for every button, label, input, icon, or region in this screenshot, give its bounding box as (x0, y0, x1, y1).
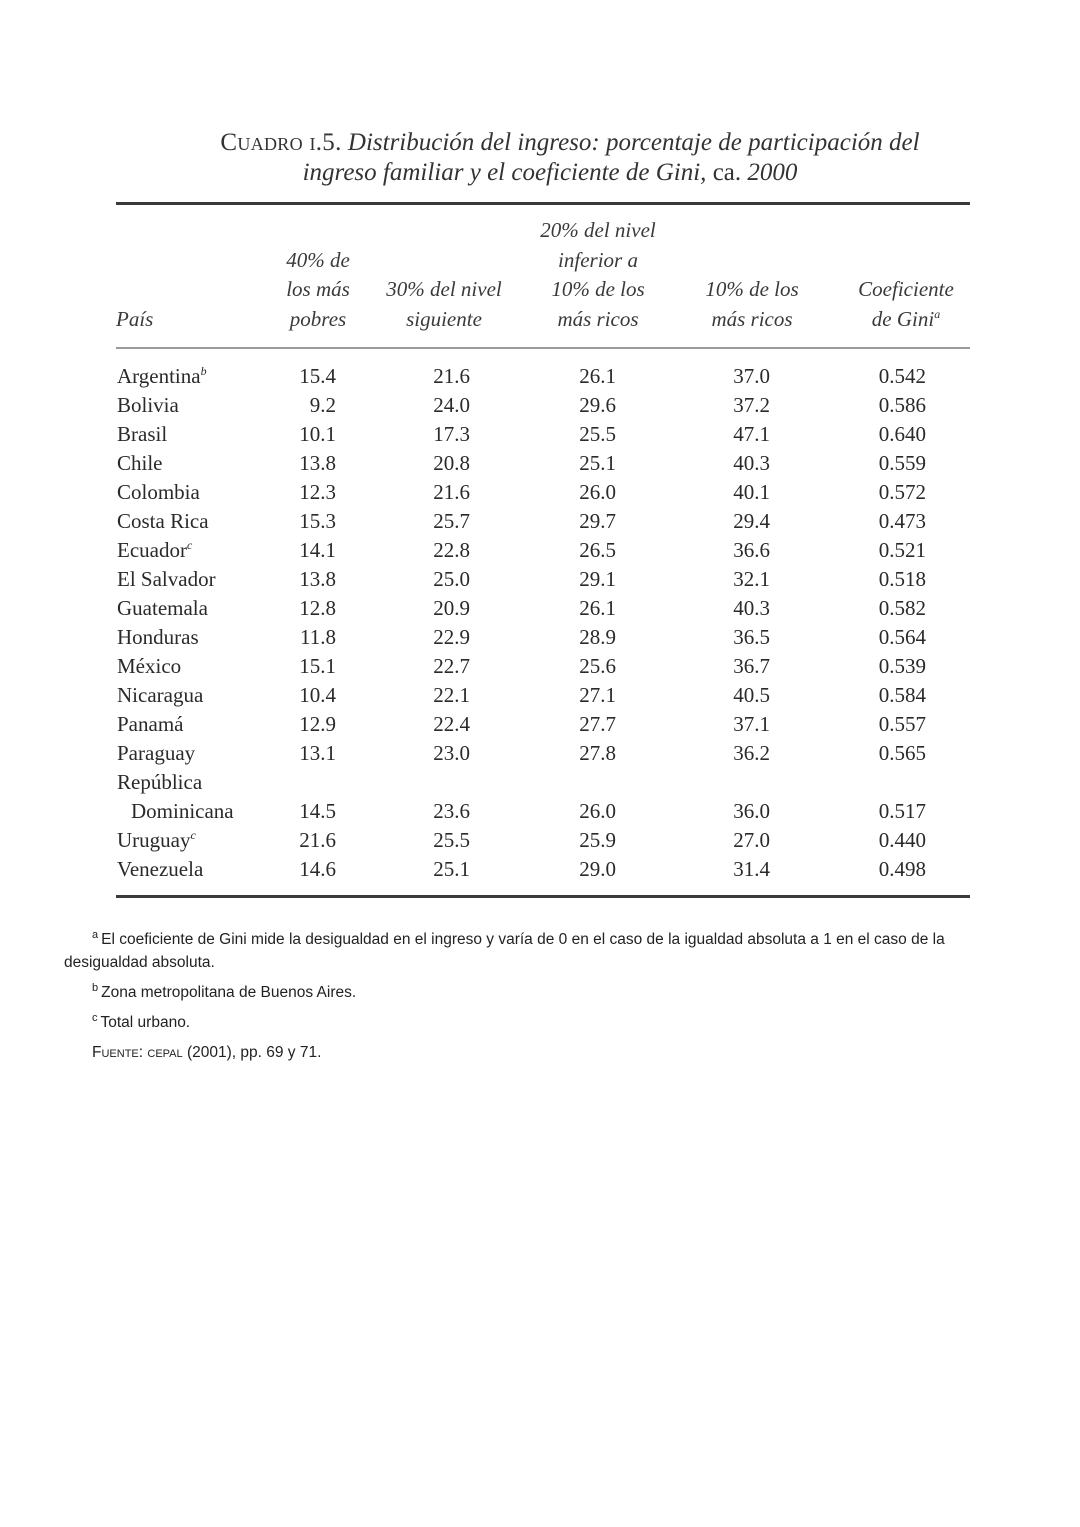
country-text: Panamá (117, 712, 184, 736)
table-row (0, 449, 1080, 478)
value-richest-10: 40.3 (733, 451, 770, 475)
source-text: (2001), pp. 69 y 71. (186, 1044, 322, 1061)
value-20-below-top-10: 25.1 (579, 451, 616, 475)
value-gini: 0.564 (878, 625, 926, 649)
column-header-line: País (116, 306, 154, 331)
value-20-below-top-10: 29.7 (579, 509, 616, 533)
table-row (0, 565, 1080, 594)
value-gini: 0.440 (878, 828, 926, 852)
table-row (0, 681, 1080, 710)
column-header-3 (526, 216, 670, 334)
country-name-line1: República (117, 770, 203, 794)
column-header-line: inferior a (558, 247, 638, 272)
column-header-line: los más (286, 277, 350, 301)
value-richest-10: 29.4 (733, 509, 770, 533)
value-richest-10: 27.0 (733, 828, 770, 852)
column-header-line: más ricos (557, 306, 639, 331)
value-20-below-top-10: 29.6 (579, 393, 616, 417)
table-row (0, 507, 1080, 536)
country-text: Uruguay (117, 828, 191, 852)
country-text: Ecuador (117, 538, 187, 562)
value-gini: 0.542 (878, 364, 926, 388)
country-text: Nicaragua (117, 683, 204, 707)
table-title-ca: ca. (712, 159, 742, 186)
value-gini: 0.557 (878, 712, 926, 736)
footnote-mark: b (92, 981, 99, 994)
country-name (117, 623, 199, 652)
value-poorest-40: 13.8 (299, 567, 336, 591)
table-row (0, 594, 1080, 623)
table-label: Cuadro i.5. (220, 129, 342, 156)
value-poorest-40: 14.1 (299, 538, 336, 562)
table-row (0, 710, 1080, 739)
value-next-30: 23.0 (433, 741, 470, 765)
value-poorest-40: 10.4 (299, 683, 336, 707)
value-poorest-40: 11.8 (300, 625, 336, 649)
country-name (117, 391, 179, 420)
value-richest-10: 32.1 (733, 567, 770, 591)
value-next-30: 25.7 (433, 509, 470, 533)
column-header-line: pobres (289, 306, 347, 331)
value-next-30: 20.8 (433, 451, 470, 475)
value-gini: 0.517 (878, 799, 926, 823)
country-text: Argentina (117, 364, 201, 388)
country-text: Paraguay (117, 741, 196, 765)
value-poorest-40: 15.3 (299, 509, 336, 533)
value-next-30: 22.9 (433, 625, 470, 649)
value-gini: 0.539 (878, 654, 926, 678)
value-20-below-top-10: 26.0 (579, 799, 616, 823)
column-header-line: 20% del nivel (540, 218, 656, 242)
value-poorest-40: 15.4 (299, 364, 336, 388)
country-name (117, 826, 196, 855)
table-top-rule (116, 202, 970, 205)
value-gini: 0.586 (878, 393, 926, 417)
column-header-2 (370, 275, 518, 334)
value-next-30: 17.3 (433, 422, 470, 446)
country-name (117, 362, 207, 391)
footnote-text: Total urbano. (100, 1014, 191, 1031)
column-header-text: de Gini (871, 306, 935, 331)
value-poorest-40: 10.1 (299, 422, 336, 446)
value-20-below-top-10: 26.5 (579, 538, 616, 562)
table-row (0, 797, 1080, 826)
value-20-below-top-10: 29.1 (579, 567, 616, 591)
value-next-30: 22.1 (433, 683, 470, 707)
column-header-line: 10% de los (551, 277, 645, 301)
table-row-continuation (0, 768, 1080, 797)
column-header-0 (116, 305, 196, 335)
value-richest-10: 36.6 (733, 538, 770, 562)
column-header-line: más ricos (711, 306, 793, 331)
value-20-below-top-10: 25.5 (579, 422, 616, 446)
value-gini: 0.640 (878, 422, 926, 446)
value-richest-10: 36.0 (733, 799, 770, 823)
source-org: cepal (147, 1044, 183, 1061)
value-poorest-40: 21.6 (299, 828, 336, 852)
country-name (131, 797, 234, 826)
value-gini: 0.559 (878, 451, 926, 475)
value-next-30: 22.8 (433, 538, 470, 562)
value-richest-10: 40.1 (733, 480, 770, 504)
country-name (117, 449, 163, 478)
value-next-30: 25.5 (433, 828, 470, 852)
value-richest-10: 37.1 (733, 712, 770, 736)
value-poorest-40: 14.6 (299, 857, 336, 881)
table-row (0, 826, 1080, 855)
value-poorest-40: 12.8 (299, 596, 336, 620)
value-richest-10: 37.2 (733, 393, 770, 417)
footnote-c (64, 1011, 1024, 1034)
column-header-line: 10% de los (705, 277, 799, 301)
value-poorest-40: 13.8 (299, 451, 336, 475)
footnote-mark: a (92, 928, 99, 941)
value-poorest-40: 12.9 (299, 712, 336, 736)
footnotes (64, 928, 1024, 1071)
value-next-30: 22.7 (433, 654, 470, 678)
country-text: Guatemala (117, 596, 208, 620)
country-name (117, 594, 208, 623)
country-text: Brasil (117, 422, 168, 446)
table-title-year: 2000 (747, 159, 798, 186)
column-header-line: siguiente (406, 306, 482, 331)
value-next-30: 22.4 (433, 712, 470, 736)
value-poorest-40: 15.1 (299, 654, 336, 678)
value-gini: 0.518 (878, 567, 926, 591)
country-text: El Salvador (117, 567, 216, 591)
country-text: Colombia (117, 480, 200, 504)
country-name (117, 710, 183, 739)
value-next-30: 20.9 (433, 596, 470, 620)
value-richest-10: 36.7 (733, 654, 770, 678)
value-richest-10: 37.0 (733, 364, 770, 388)
footnote-ref: c (190, 828, 196, 842)
footnote-text: Zona metropolitana de Buenos Aires. (101, 984, 357, 1001)
value-20-below-top-10: 27.8 (579, 741, 616, 765)
country-text: Chile (117, 451, 163, 475)
country-name (117, 507, 209, 536)
table-bottom-rule (116, 895, 970, 898)
country-name (117, 478, 200, 507)
value-gini: 0.572 (878, 480, 926, 504)
value-20-below-top-10: 26.0 (579, 480, 616, 504)
footnote-ref: c (186, 538, 193, 552)
table-row (0, 478, 1080, 507)
column-header-line (836, 305, 976, 335)
value-next-30: 25.0 (433, 567, 470, 591)
table-row (0, 391, 1080, 420)
table-caption (190, 128, 950, 188)
country-text: Honduras (117, 625, 199, 649)
country-name (117, 739, 195, 768)
country-name (117, 855, 203, 884)
country-name (117, 681, 203, 710)
footnote-ref: a (934, 306, 941, 321)
value-poorest-40: 12.3 (299, 480, 336, 504)
table-row (0, 362, 1080, 391)
country-name (117, 652, 181, 681)
value-next-30: 21.6 (433, 364, 470, 388)
value-20-below-top-10: 29.0 (579, 857, 616, 881)
column-header-1 (268, 246, 368, 335)
value-gini: 0.498 (878, 857, 926, 881)
value-20-below-top-10: 25.9 (579, 828, 616, 852)
value-richest-10: 36.2 (733, 741, 770, 765)
source-note (64, 1041, 1024, 1064)
country-name (117, 565, 216, 594)
country-name (117, 420, 167, 449)
table-row (0, 855, 1080, 884)
table-row (0, 420, 1080, 449)
value-richest-10: 47.1 (733, 422, 770, 446)
value-20-below-top-10: 26.1 (579, 364, 616, 388)
value-next-30: 21.6 (433, 480, 470, 504)
value-next-30: 23.6 (433, 799, 470, 823)
column-header-line: Coeficiente (858, 277, 954, 301)
footnote-b (64, 981, 1024, 1004)
value-richest-10: 31.4 (733, 857, 770, 881)
value-poorest-40: 14.5 (299, 799, 336, 823)
value-gini: 0.521 (878, 538, 926, 562)
footnote-ref: b (200, 364, 207, 378)
value-gini: 0.584 (878, 683, 926, 707)
footnote-mark: c (92, 1011, 98, 1024)
table-row (0, 623, 1080, 652)
value-richest-10: 40.5 (733, 683, 770, 707)
value-richest-10: 36.5 (733, 625, 770, 649)
value-richest-10: 40.3 (733, 596, 770, 620)
column-header-5 (836, 275, 976, 334)
value-gini: 0.565 (878, 741, 926, 765)
table-body (0, 362, 1080, 884)
value-20-below-top-10: 25.6 (579, 654, 616, 678)
table-row (0, 652, 1080, 681)
table-row (0, 536, 1080, 565)
column-header-line: 30% del nivel (386, 277, 502, 301)
country-text: Venezuela (117, 857, 204, 881)
country-text: México (117, 654, 182, 678)
footnote-text: El coeficiente de Gini mide la desigualdad en el ingreso y varía de 0 en el caso de la igualdad absoluta a 1 en el caso de la desigualdad absoluta. (64, 931, 945, 971)
value-20-below-top-10: 26.1 (579, 596, 616, 620)
value-next-30: 25.1 (433, 857, 470, 881)
country-text: Dominicana (131, 799, 234, 823)
table-title-line2: ingreso familiar y el coeficiente de Gini, (302, 159, 707, 186)
footnote-a (64, 928, 1024, 974)
country-text: Bolivia (117, 393, 179, 417)
table-row (0, 739, 1080, 768)
column-header-4 (680, 275, 824, 334)
value-poorest-40: 9.2 (309, 393, 336, 417)
value-next-30: 24.0 (433, 393, 470, 417)
table-title-line1: Distribución del ingreso: porcentaje de participación del (347, 129, 920, 156)
value-poorest-40: 13.1 (299, 741, 336, 765)
source-label: Fuente: (92, 1044, 144, 1061)
value-gini: 0.473 (878, 509, 926, 533)
table-header-rule (116, 347, 970, 349)
value-20-below-top-10: 27.1 (579, 683, 616, 707)
value-20-below-top-10: 28.9 (579, 625, 616, 649)
column-header-line: 40% de (286, 247, 350, 272)
value-gini: 0.582 (878, 596, 926, 620)
country-name (117, 536, 192, 565)
country-text: Costa Rica (117, 509, 209, 533)
value-20-below-top-10: 27.7 (579, 712, 616, 736)
